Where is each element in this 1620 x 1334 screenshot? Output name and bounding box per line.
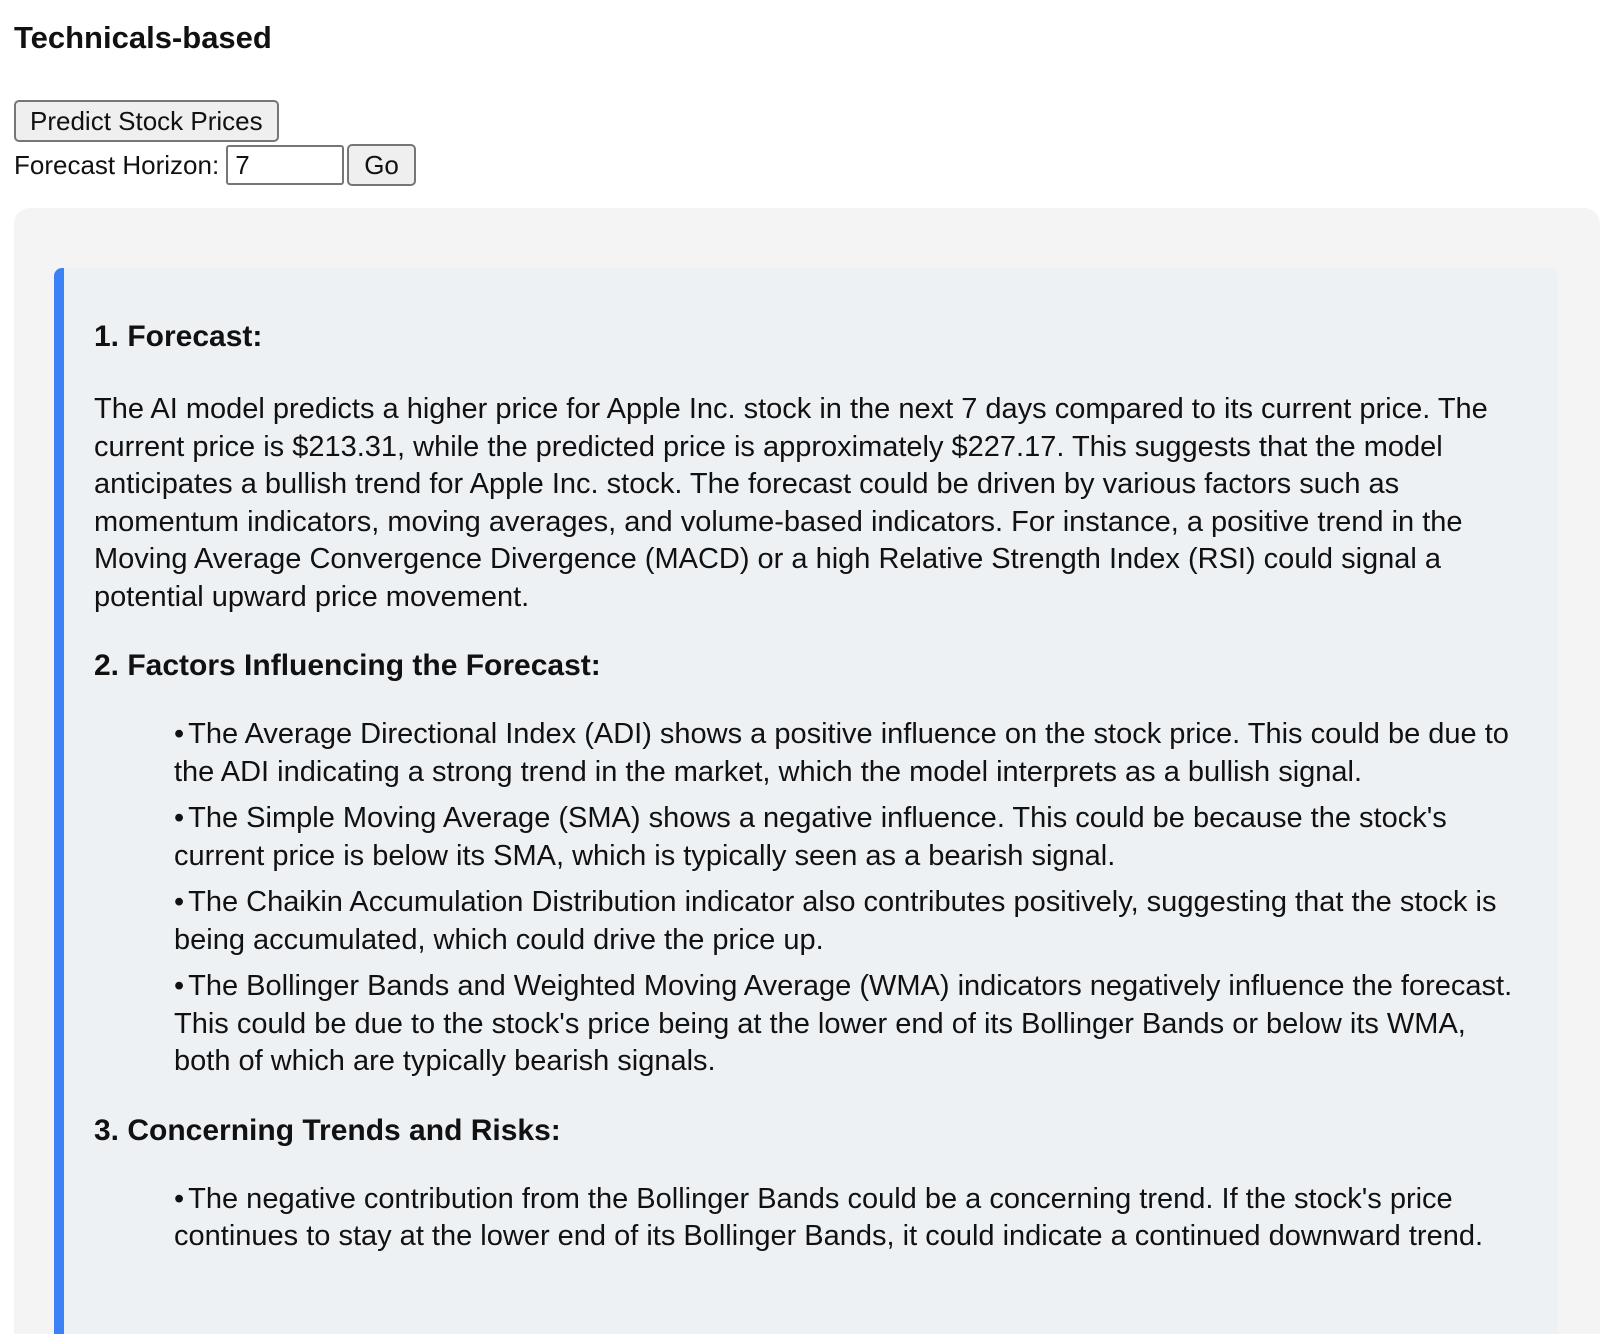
risk-text-bollinger: The negative contribution from the Bollinger Bands could be a concerning trend. If the stock's price continues to stay at the lower end of its Bollinger Bands, it could indicate a continued downward trend. (174, 1182, 1484, 1252)
section-heading-risks: 3. Concerning Trends and Risks: (94, 1113, 561, 1147)
factors-list (94, 716, 1528, 1081)
section-heading-factors: 2. Factors Influencing the Forecast: (94, 649, 601, 682)
go-button[interactable]: Go (347, 144, 416, 186)
list-item (174, 716, 1528, 791)
forecast-paragraph: The AI model predicts a higher price for Apple Inc. stock in the next 7 days compared to its current price. The current price is $213.31, while the predicted price is approximately $227.17. This suggests that the model anticipates a bullish trend for Apple Inc. stock. The forecast could be driven by various factors such as momentum indicators, moving averages, and volume-based indicators. For instance, a positive trend in the Moving Average Convergence Divergence (MACD) or a high Relative Strength Index (RSI) could signal a potential upward price movement. (94, 393, 1488, 613)
bullet-icon: • (174, 970, 185, 1002)
predict-stock-prices-button[interactable]: Predict Stock Prices (14, 100, 279, 142)
factor-text-adi: The Average Directional Index (ADI) shows a positive influence on the stock price. This could be due to the ADI indicating a strong trend in the market, which the model interprets as a bullish signal. (174, 718, 1509, 788)
section-heading-forecast: 1. Forecast: (94, 320, 263, 353)
list-item (174, 884, 1528, 959)
factor-text-sma: The Simple Moving Average (SMA) shows a negative influence. This could be because the stock's current price is below its SMA, which is typically seen as a bearish signal. (174, 802, 1447, 872)
bullet-icon: • (174, 718, 185, 750)
factor-text-bollinger-wma: The Bollinger Bands and Weighted Moving Average (WMA) indicators negatively influence the forecast. This could be due to the stock's price being at the lower end of its Bollinger Bands or below its WMA, both of which are typically bearish signals. (174, 970, 1513, 1077)
list-item (174, 800, 1528, 875)
forecast-report-card (54, 268, 1558, 1334)
bullet-icon: • (174, 1182, 185, 1215)
risks-list (94, 1181, 1528, 1256)
bullet-icon: • (174, 802, 185, 834)
bullet-icon: • (174, 886, 185, 918)
forecast-horizon-input[interactable] (226, 145, 344, 185)
list-item (174, 968, 1528, 1081)
forecast-horizon-row (14, 144, 416, 186)
factor-text-chaikin: The Chaikin Accumulation Distribution indicator also contributes positively, suggesting that the stock is being accumulated, which could drive the price up. (174, 886, 1497, 956)
list-item (174, 1181, 1528, 1256)
page-title: Technicals-based (14, 20, 272, 55)
forecast-horizon-label: Forecast Horizon: (14, 149, 220, 180)
